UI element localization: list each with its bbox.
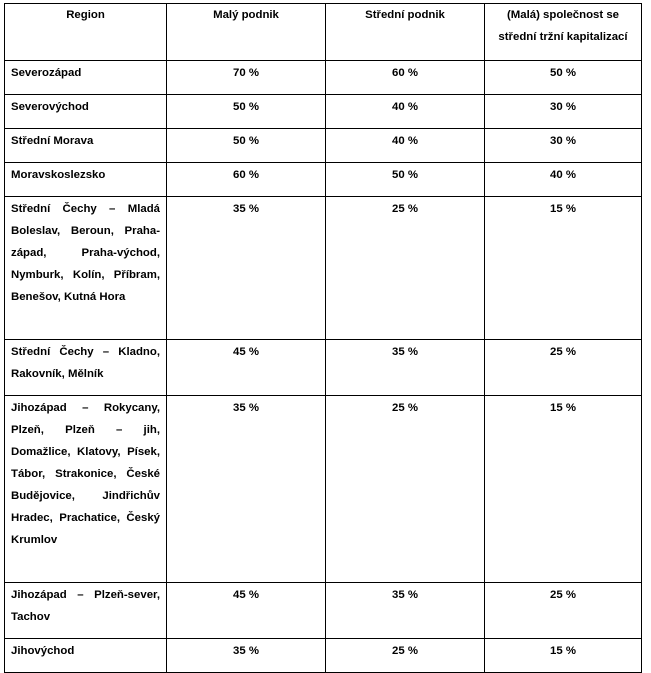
small-enterprise-cell: 35 % (167, 197, 326, 340)
table-header-row (5, 4, 642, 61)
medium-enterprise-cell: 40 % (326, 95, 485, 129)
region-cell: Jihozápad – Plzeň-sever, Tachov (5, 583, 167, 639)
small-enterprise-cell: 35 % (167, 396, 326, 583)
medium-enterprise-cell: 35 % (326, 340, 485, 396)
region-cell: Jihovýchod (5, 639, 167, 673)
table-row (5, 340, 642, 396)
small-enterprise-cell: 45 % (167, 340, 326, 396)
table-row (5, 396, 642, 583)
region-cell: Střední Čechy – Kladno, Rakovník, Mělník (5, 340, 167, 396)
small-midcap-cell: 40 % (485, 163, 642, 197)
medium-enterprise-cell: 25 % (326, 396, 485, 583)
medium-enterprise-cell: 60 % (326, 61, 485, 95)
header-region: Region (5, 4, 167, 61)
medium-enterprise-cell: 50 % (326, 163, 485, 197)
region-cell: Střední Čechy – Mladá Boleslav, Beroun, Praha-západ, Praha-východ, Nymburk, Kolín, Příbram, Benešov, Kutná Hora (5, 197, 167, 340)
header-small-midcap: (Malá) společnost se střední tržní kapitalizací (485, 4, 642, 61)
small-midcap-cell: 30 % (485, 129, 642, 163)
table-row (5, 163, 642, 197)
table-row (5, 129, 642, 163)
small-enterprise-cell: 50 % (167, 129, 326, 163)
small-midcap-cell: 15 % (485, 197, 642, 340)
small-midcap-cell: 50 % (485, 61, 642, 95)
region-cell: Moravskoslezsko (5, 163, 167, 197)
small-enterprise-cell: 45 % (167, 583, 326, 639)
header-small-enterprise: Malý podnik (167, 4, 326, 61)
table-row (5, 197, 642, 340)
medium-enterprise-cell: 35 % (326, 583, 485, 639)
small-midcap-cell: 15 % (485, 396, 642, 583)
table-row (5, 95, 642, 129)
table-row (5, 61, 642, 95)
region-cell: Severovýchod (5, 95, 167, 129)
medium-enterprise-cell: 25 % (326, 639, 485, 673)
medium-enterprise-cell: 25 % (326, 197, 485, 340)
region-cell: Jihozápad – Rokycany, Plzeň, Plzeň – jih, Domažlice, Klatovy, Písek, Tábor, Strakonice, České Budějovice, Jindřichův Hradec, Prachatice, Český Krumlov (5, 396, 167, 583)
small-midcap-cell: 25 % (485, 340, 642, 396)
small-enterprise-cell: 35 % (167, 639, 326, 673)
small-midcap-cell: 25 % (485, 583, 642, 639)
small-midcap-cell: 15 % (485, 639, 642, 673)
region-cell: Střední Morava (5, 129, 167, 163)
small-enterprise-cell: 50 % (167, 95, 326, 129)
aid-intensity-table (4, 3, 642, 673)
small-enterprise-cell: 70 % (167, 61, 326, 95)
small-midcap-cell: 30 % (485, 95, 642, 129)
medium-enterprise-cell: 40 % (326, 129, 485, 163)
region-cell: Severozápad (5, 61, 167, 95)
table-row (5, 639, 642, 673)
small-enterprise-cell: 60 % (167, 163, 326, 197)
header-medium-enterprise: Střední podnik (326, 4, 485, 61)
table-row (5, 583, 642, 639)
